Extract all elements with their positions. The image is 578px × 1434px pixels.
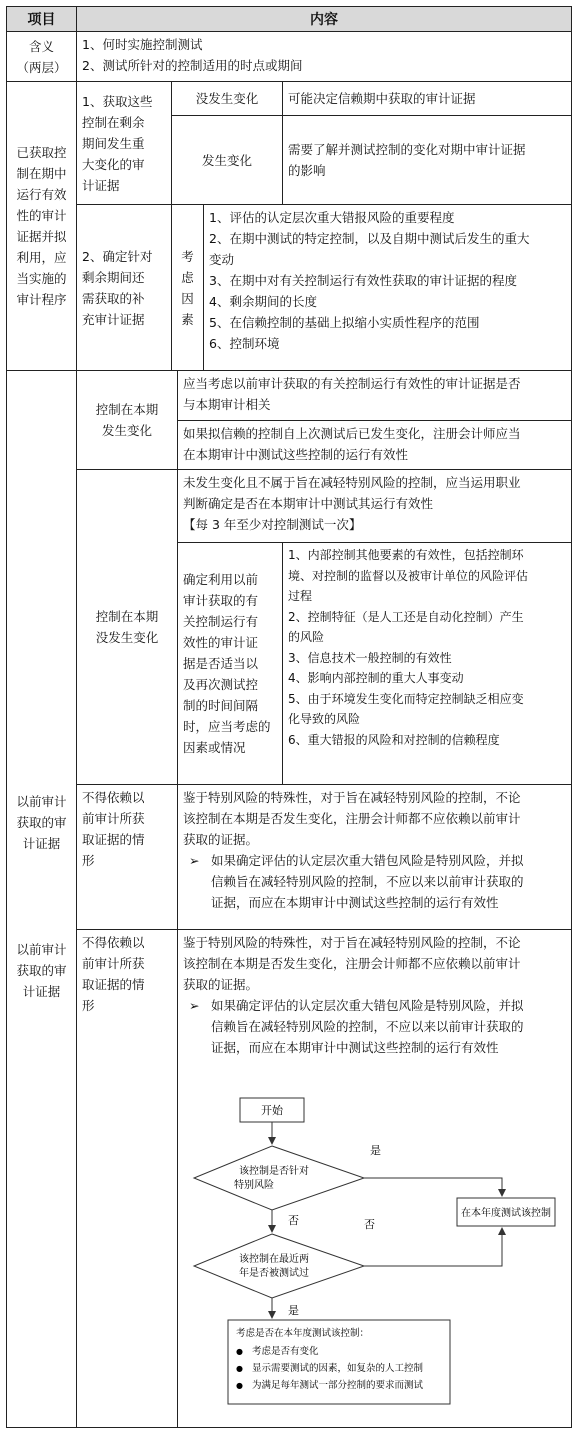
- prior-label-line: 计证据: [22, 836, 61, 851]
- flow-q1-line: 该控制是否针对: [239, 1166, 309, 1177]
- factor-label-char: 因: [181, 290, 194, 306]
- bullet-line: 信赖旨在减轻特别风险的控制，不应以来以前审计获取的: [211, 874, 524, 889]
- factor-label-char: 素: [181, 311, 194, 327]
- meaning-item: 1、何时实施控制测试: [82, 37, 203, 52]
- unchanged-factors: [282, 542, 572, 785]
- flow-action-text: 在本年度测试该控制: [461, 1208, 551, 1219]
- changed-text-2: [177, 420, 572, 470]
- cannot-rely-label-line: 形: [82, 853, 95, 868]
- change-text-line: 的影响: [288, 163, 326, 178]
- interim-part1-label: [76, 81, 172, 205]
- prior-label-line: 获取的审: [16, 815, 67, 830]
- cannot-rely-bullet: [183, 850, 566, 913]
- unchanged-factor-line: 3、信息技术一般控制的有效性: [288, 650, 452, 665]
- factor-item: 1、评估的认定层次重大错报风险的重要程度: [209, 210, 455, 225]
- changed-text-line: 在本期审计中测试这些控制的运行有效性: [183, 447, 409, 462]
- flow-yes2: 是: [288, 1304, 299, 1317]
- interim-label-line: 审计程序: [16, 292, 67, 307]
- interim-factors: [203, 204, 572, 371]
- part2-label-line: 充审计证据: [82, 311, 145, 327]
- part1-label-line: 大变化的审: [82, 156, 145, 172]
- change-label: [171, 115, 283, 205]
- prior-label-column: [6, 370, 77, 1428]
- prior-label-line: 以前审计: [16, 794, 67, 809]
- prior-label-a: [7, 791, 76, 854]
- unchanged-sub-label: [177, 542, 283, 785]
- bullet-line: 证据，而应在本期审计中测试这些控制的运行有效性: [211, 1040, 499, 1055]
- unchanged-factor-line: 化导致的风险: [288, 712, 361, 726]
- sub-label-line: 因素或情况: [183, 740, 246, 755]
- flow-q2-diamond: [194, 1234, 364, 1298]
- bullet-line: 信赖旨在减轻特别风险的控制，不应以来以前审计获取的: [211, 1019, 524, 1034]
- changed-text-1: [177, 370, 572, 421]
- unchanged-factor-line: 2、控制特征（是人工还是自动化控制）产生: [288, 609, 524, 624]
- flow-consider-item: 显示需要测试的因素，如复杂的人工控制: [252, 1363, 424, 1374]
- part2-label-line: 剩余期间还: [82, 269, 145, 285]
- sub-label-line: 效性的审计证: [183, 635, 259, 650]
- interim-label-line: 制在期中: [16, 166, 67, 181]
- arrow-bullet-icon: ➢: [189, 998, 200, 1013]
- bullet-line: 如果确定评估的认定层次重大错包风险是特别风险，并拟: [211, 998, 524, 1013]
- cannot-rely-text-line: 鉴于特别风险的特殊性，对于旨在减轻特别风险的控制，不论: [183, 790, 521, 805]
- flow-consider-item: 考虑是否有变化: [252, 1346, 319, 1357]
- factor-label: [171, 204, 204, 371]
- interim-label: [6, 81, 77, 371]
- cannot-rely-text-line: 鉴于特别风险的特殊性，对于旨在减轻特别风险的控制，不论: [183, 935, 521, 950]
- part1-label-line: 期间发生重: [82, 135, 145, 151]
- unchanged-factor-line: 4、影响内部控制的重大人事变动: [288, 671, 464, 685]
- cannot-rely-text-line: 获取的证据。: [183, 832, 259, 847]
- cannot-rely-text-line: 该控制在本期是否发生变化，注册会计师都不应依赖以前审计: [183, 956, 521, 971]
- flow-bullet-icon: ●: [236, 1347, 243, 1356]
- flow-q2-line: 年是否被测试过: [239, 1268, 309, 1279]
- changed-label-line: 发生变化: [101, 423, 152, 438]
- flow-bullet-icon: ●: [236, 1381, 243, 1390]
- factor-item: 6、控制环境: [209, 336, 280, 351]
- change-text-line: 需要了解并测试控制的变化对期中审计证据: [288, 142, 526, 157]
- factor-item: 2、在期中测试的特定控制，以及自期中测试后发生的重大: [209, 231, 530, 246]
- prior-label-b: [7, 939, 76, 1002]
- unchanged-factor-line: 1、内部控制其他要素的有效性，包括控制环: [288, 548, 524, 562]
- change-label-text: 发生变化: [201, 152, 252, 168]
- part1-label-line: 控制在剩余: [82, 114, 145, 130]
- cannot-rely-label: [76, 784, 178, 930]
- interim-label-line: 当实施的: [16, 271, 67, 286]
- sub-label-line: 确定利用以前: [183, 572, 259, 587]
- no-change-text-content: 可能决定信赖期中获取的审计证据: [288, 91, 476, 106]
- unchanged-factor-line: 的风险: [288, 630, 325, 644]
- bullet-line: 如果确定评估的认定层次重大错包风险是特别风险，并拟: [211, 853, 524, 868]
- cannot-rely-label-line: 取证据的情: [82, 832, 145, 847]
- factor-label-char: 考: [181, 248, 194, 264]
- header-content-text: 内容: [310, 12, 338, 28]
- unchanged-label-line: 控制在本期: [95, 609, 159, 624]
- cannot-rely-label-line: 形: [82, 998, 95, 1013]
- flow-q2-line: 该控制在最近两: [239, 1254, 309, 1265]
- changed-label: [76, 370, 178, 470]
- part2-label-line: 2、确定针对: [82, 248, 153, 264]
- interim-label-line: 利用，应: [16, 250, 67, 265]
- changed-text-line: 应当考虑以前审计获取的有关控制运行有效性的审计证据是否: [183, 376, 521, 391]
- unchanged-top: [177, 469, 572, 543]
- factor-item: 5、在信赖控制的基础上拟缩小实质性程序的范围: [209, 315, 480, 330]
- test-interval-rule: 【每 3 年至少对控制测试一次】: [183, 517, 362, 532]
- change-text: [282, 115, 572, 205]
- cannot-rely-bullet-text-2: [211, 995, 524, 1058]
- meaning-label-line: （两层）: [16, 59, 67, 75]
- interim-label-line: 性的审计: [16, 208, 67, 223]
- prior-label-line: 获取的审: [16, 963, 67, 978]
- cannot-rely-label-line: 不得依赖以: [82, 935, 145, 950]
- no-change-label-text: 没发生变化: [195, 91, 259, 106]
- cannot-rely-label-line: 前审计所获: [82, 811, 145, 826]
- cannot-rely-bullet-2: [183, 995, 566, 1058]
- flowchart: [178, 1088, 571, 1426]
- interim-part2-label: [76, 204, 172, 371]
- unchanged-factor-line: 6、重大错报的风险和对控制的信赖程度: [288, 732, 500, 747]
- cannot-rely-text: [177, 784, 572, 930]
- interim-label-line: 证据并拟: [16, 229, 67, 244]
- interim-label-line: 运行有效: [16, 187, 67, 202]
- cannot-rely-label-line: 不得依赖以: [82, 790, 145, 805]
- cannot-rely-text-line: 获取的证据。: [183, 977, 259, 992]
- meaning-label: [6, 31, 77, 82]
- cannot-rely-bullet-text: [211, 850, 524, 913]
- unchanged-label-line: 没发生变化: [95, 630, 159, 645]
- factor-item: 3、在期中对有关控制运行有效性获取的审计证据的程度: [209, 273, 517, 288]
- cannot-rely-label-line: 取证据的情: [82, 977, 145, 992]
- factor-label-char: 虑: [181, 269, 194, 285]
- sub-label-line: 据是否适当以: [183, 656, 259, 671]
- cannot-rely-text-line: 该控制在本期是否发生变化，注册会计师都不应依赖以前审计: [183, 811, 521, 826]
- flow-no2: 否: [364, 1218, 375, 1231]
- part2-label-line: 需获取的补: [82, 290, 145, 306]
- part1-label-line: 计证据: [82, 177, 120, 193]
- prior-label-line: 计证据: [22, 984, 61, 999]
- sub-label-line: 及再次测试控: [183, 677, 259, 692]
- bullet-line: 证据，而应在本期审计中测试这些控制的运行有效性: [211, 895, 499, 910]
- header-item: [6, 6, 77, 32]
- flow-q1-diamond: [194, 1146, 364, 1210]
- cannot-rely-label-2: [76, 929, 178, 1428]
- flow-start-text: 开始: [261, 1104, 283, 1117]
- unchanged-top-line: 判断确定是否在本期审计中测试其运行有效性: [183, 496, 434, 511]
- unchanged-factor-line: 境、对控制的监督以及被审计单位的风险评估: [288, 568, 529, 583]
- cannot-rely-label-line: 前审计所获: [82, 956, 145, 971]
- arrow-bullet-icon: ➢: [189, 853, 200, 868]
- flow-consider-title: 考虑是否在本年度测试该控制：: [236, 1328, 370, 1339]
- flow-consider-item: 为满足每年测试一部分控制的要求而测试: [252, 1380, 424, 1391]
- interim-label-line: 已获取控: [16, 145, 67, 160]
- factor-item: 变动: [209, 252, 235, 267]
- changed-label-line: 控制在本期: [95, 402, 159, 417]
- flow-bullet-icon: ●: [236, 1364, 243, 1373]
- factor-item: 4、剩余期间的长度: [209, 294, 317, 309]
- unchanged-top-line: 未发生变化且不属于旨在减轻特别风险的控制，应当运用职业: [183, 475, 521, 490]
- sub-label-line: 关控制运行有: [183, 614, 259, 629]
- unchanged-factor-line: 过程: [288, 589, 313, 603]
- sub-label-line: 审计获取的有: [183, 593, 259, 608]
- flow-q1-line: 特别风险: [234, 1180, 274, 1191]
- prior-label-line: 以前审计: [16, 942, 67, 957]
- header-content: [76, 6, 572, 32]
- flow-no1: 否: [288, 1214, 299, 1227]
- changed-text-line: 与本期审计相关: [183, 397, 271, 412]
- header-item-text: 项目: [27, 12, 56, 28]
- sub-label-line: 制的时间间隔: [183, 698, 259, 713]
- meaning-label-line: 含义: [28, 38, 54, 54]
- part1-label-line: 1、获取这些: [82, 93, 153, 109]
- cannot-rely-text-2: [177, 929, 572, 1428]
- sub-label-line: 时，应当考虑的: [183, 719, 271, 734]
- meaning-item: 2、测试所针对的控制适用的时点或期间: [82, 58, 303, 73]
- no-change-text: [282, 81, 572, 116]
- meaning-content: [76, 31, 572, 82]
- unchanged-label: [76, 469, 178, 785]
- flow-yes1: 是: [370, 1144, 381, 1157]
- unchanged-factor-line: 5、由于环境发生变化而特定控制缺乏相应变: [288, 691, 524, 706]
- no-change-label: [171, 81, 283, 116]
- changed-text-line: 如果拟信赖的控制自上次测试后已发生变化，注册会计师应当: [183, 426, 521, 441]
